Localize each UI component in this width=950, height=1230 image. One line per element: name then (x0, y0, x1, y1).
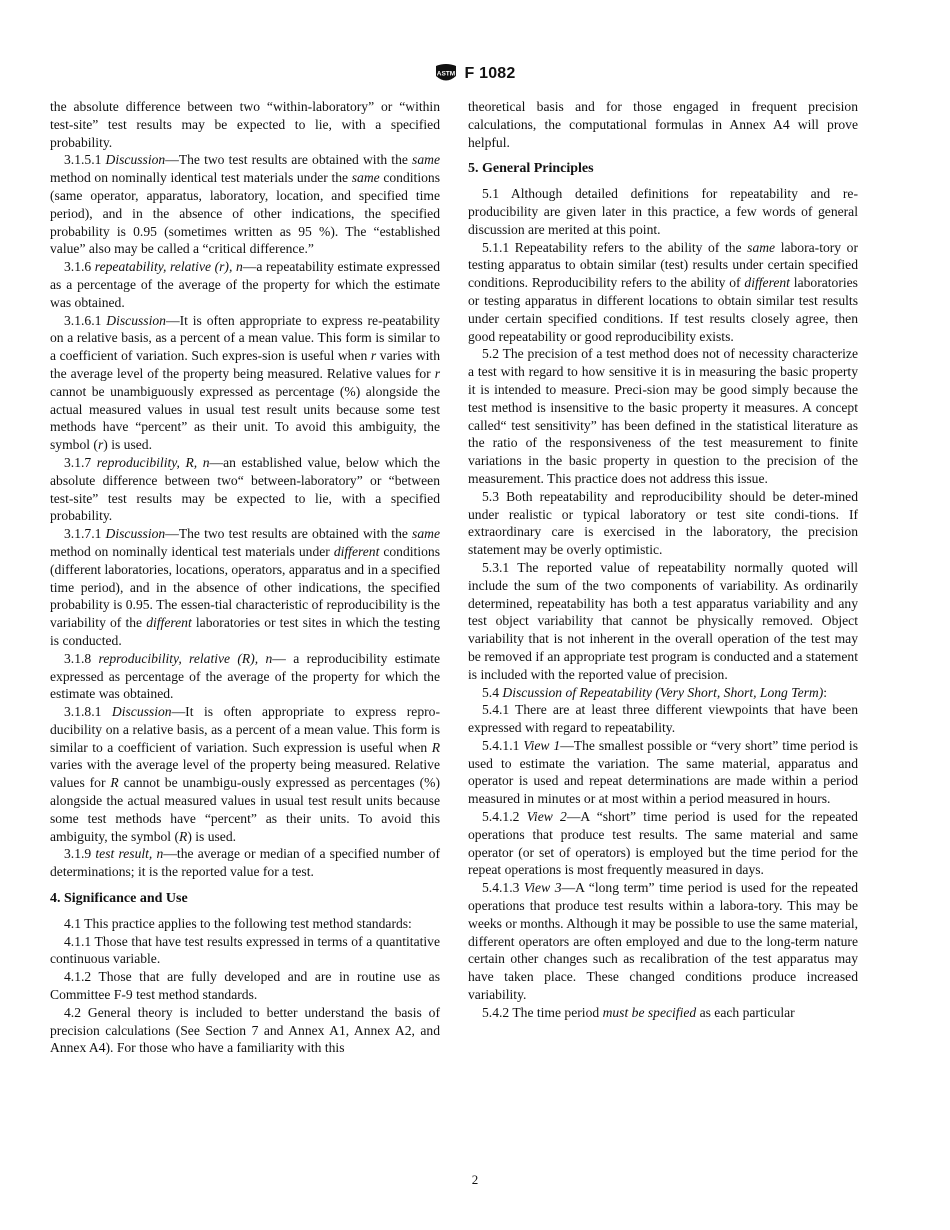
document-id: F 1082 (464, 65, 516, 82)
paragraph-3-1-7-1: 3.1.7.1 Discussion—The two test results are obtained with the same method on nominally identical test materials under different conditions (different laboratories, locations, operators, apparatus and in a specified time period), and in the absence of other indications, the specified probability is 0.95. The essen-tial characteristic of reproducibility is the variability of the different laboratories or test sites in which the testing is conducted. (50, 526, 441, 648)
paragraph-3-1-6-1: 3.1.6.1 Discussion—It is often appropriate to express re-peatability on a relative basis, as a percent of a mean value. This form is similar to a coefficient of variation. Such expres-sion is useful when r varies with the average level of the property being measured. Relative values for r cannot be unambiguously expressed as percentage (%) alongside the actual measured values in usual test result units because some test methods have “percent” as their unit. To avoid this ambiguity, the symbol (r) is used. (50, 312, 440, 453)
paragraph-3-1-8: 3.1.8 reproducibility, relative (R), n— a reproducibility estimate expressed as percentage of the average of the property for which the estimate was obtained. (50, 650, 441, 702)
page-header (0, 62, 950, 86)
paragraph-3-1-5-1: 3.1.5.1 Discussion—The two test results are obtained with the same method on nominally identical test materials under the same conditions (same operator, apparatus, laboratory, location, and specified time period), and in the absence of other indications, the specified probability is 0.95 (sometimes written as 95 %). The “established value” also may be called a “critical difference.” (50, 152, 440, 257)
paragraph-4-1-2: 4.1.2 Those that are fully developed and are in routine use as Committee F-9 test method standards. (50, 969, 440, 1003)
paragraph-5-4-2: 5.4.2 The time period must be specified as each particular (482, 1004, 795, 1020)
paragraph-4-1-1: 4.1.1 Those that have test results expressed in terms of a quantitative continuous variable. (50, 933, 440, 967)
paragraph: the absolute difference between two “within-laboratory” or “within test-site” test results may be expected to lie, with a specified probability. (50, 99, 440, 150)
section-heading-5: 5. General Principles (468, 161, 594, 177)
paragraph-5-1: 5.1 Although detailed definitions for repeatability and re-producibility are given later in this practice, a few words of general discussion are merited at this point. (468, 186, 858, 237)
right-column (468, 98, 858, 1022)
section-heading-4: 4. Significance and Use (50, 891, 188, 907)
paragraph-5-1-1: 5.1.1 Repeatability refers to the ability of the same labora-tory or testing apparatus to obtain similar (test) results under certain specified conditions. Reproducibility refers to the ability of different laboratories or testing apparatus in different locations to obtain similar test results under certain specified conditions. If test results closely agree, then good repeatability or good reproducibility exists. (468, 239, 858, 344)
paragraph-5-4-1-2: 5.4.1.2 View 2—A “short” time period is used for the repeated operations that produce test results. The same material and same operator (or set of operators) is employed but the time period for the repeat operations is most frequently measured in days. (468, 809, 858, 878)
left-column (50, 98, 440, 1057)
paragraph: theoretical basis and for those engaged in frequent precision calculations, the computational formulas in Annex A4 will prove helpful. (468, 99, 858, 150)
paragraph-4-1: 4.1 This practice applies to the following test method standards: (64, 915, 412, 931)
paragraph-3-1-9: 3.1.9 test result, n—the average or median of a specified number of determinations; it is the reported value for a test. (50, 846, 440, 880)
paragraph-5-4-1: 5.4.1 There are at least three different viewpoints that have been expressed with regard to repeatability. (468, 702, 858, 736)
astm-logo-icon (434, 63, 458, 85)
paragraph-5-3: 5.3 Both repeatability and reproducibility should be deter-mined under realistic or typical laboratory or test site condi-tions. If extraordinary care is exercised in the laboratory, the precision statement may be overly optimistic. (468, 488, 858, 558)
paragraph-4-2: 4.2 General theory is included to better understand the basis of precision calculations (See Section 7 and Annex A1, Annex A2, and Annex A4). For those who have a familiarity with this (50, 1004, 440, 1056)
paragraph-5-4-1-3: 5.4.1.3 View 3—A “long term” time period is used for the repeated operations that produce test results within a labora-tory. This may be weeks or months. Although it may be possible to use the same material, different operators are often employed and due to the long-term nature certain other changes such as recalibration of the test apparatus may have taken place. These changed conditions produce increased variability. (468, 880, 858, 1003)
paragraph-3-1-8-1: 3.1.8.1 Discussion—It is often appropriate to express repro-ducibility on a relative basis, as a percent of a mean value. This form is similar to a coefficient of variation. Such expression is useful when R varies with the average level of the property being measured. Relative values for R cannot be unambigu-ously expressed as percentages (%) alongside the actual measured values in usual test result units because some test methods have “percent” as their units. To avoid this ambiguity, the symbol (R) is used. (50, 704, 440, 844)
paragraph-3-1-6: 3.1.6 repeatability, relative (r), n—a repeatability estimate expressed as a percentage of the average of the property for which the estimate was obtained. (50, 259, 440, 310)
paragraph-3-1-7: 3.1.7 reproducibility, R, n—an established value, below which the absolute difference between two“ between-laboratory” or “between test-site” test results may be expected to lie, with a specified probability. (50, 454, 441, 524)
page-number: 2 (471, 1172, 479, 1187)
logo-text: ASTM (437, 70, 456, 78)
paragraph-5-4-1-1: 5.4.1.1 View 1—The smallest possible or “very short” time period is used to estimate the variation. The same material, apparatus and operator is used and repeat determinations are made within a period measured in minutes or at most within a period measured in hours. (468, 737, 859, 807)
paragraph-5-4: 5.4 Discussion of Repeatability (Very Short, Short, Long Term): (482, 684, 828, 700)
paragraph-5-3-1: 5.3.1 The reported value of repeatability normally quoted will include the sum of the two components of variability. As ordinarily determined, repeatability has both a test apparatus variability and any test object variability that cannot be physically removed. Object variability that is not inherent in the overall operation of the test may be removed if an appropriate test program is conducted and a statement is included with the reported value of precision. (468, 559, 858, 682)
paragraph-5-2: 5.2 The precision of a test method does not of necessity characterize a test with regard to how sensitive it is in measuring the basic property it is intended to measure. Preci-sion may be good simply because the test method is insensitive to the basic property it measures. A concept called“ test sensitivity” has been defined in the statistical literature as the ratio of the responsiveness of the test measurement to finite variations in the basic property in question to the precision of the measurement. This practice does not address this issue. (468, 346, 858, 486)
